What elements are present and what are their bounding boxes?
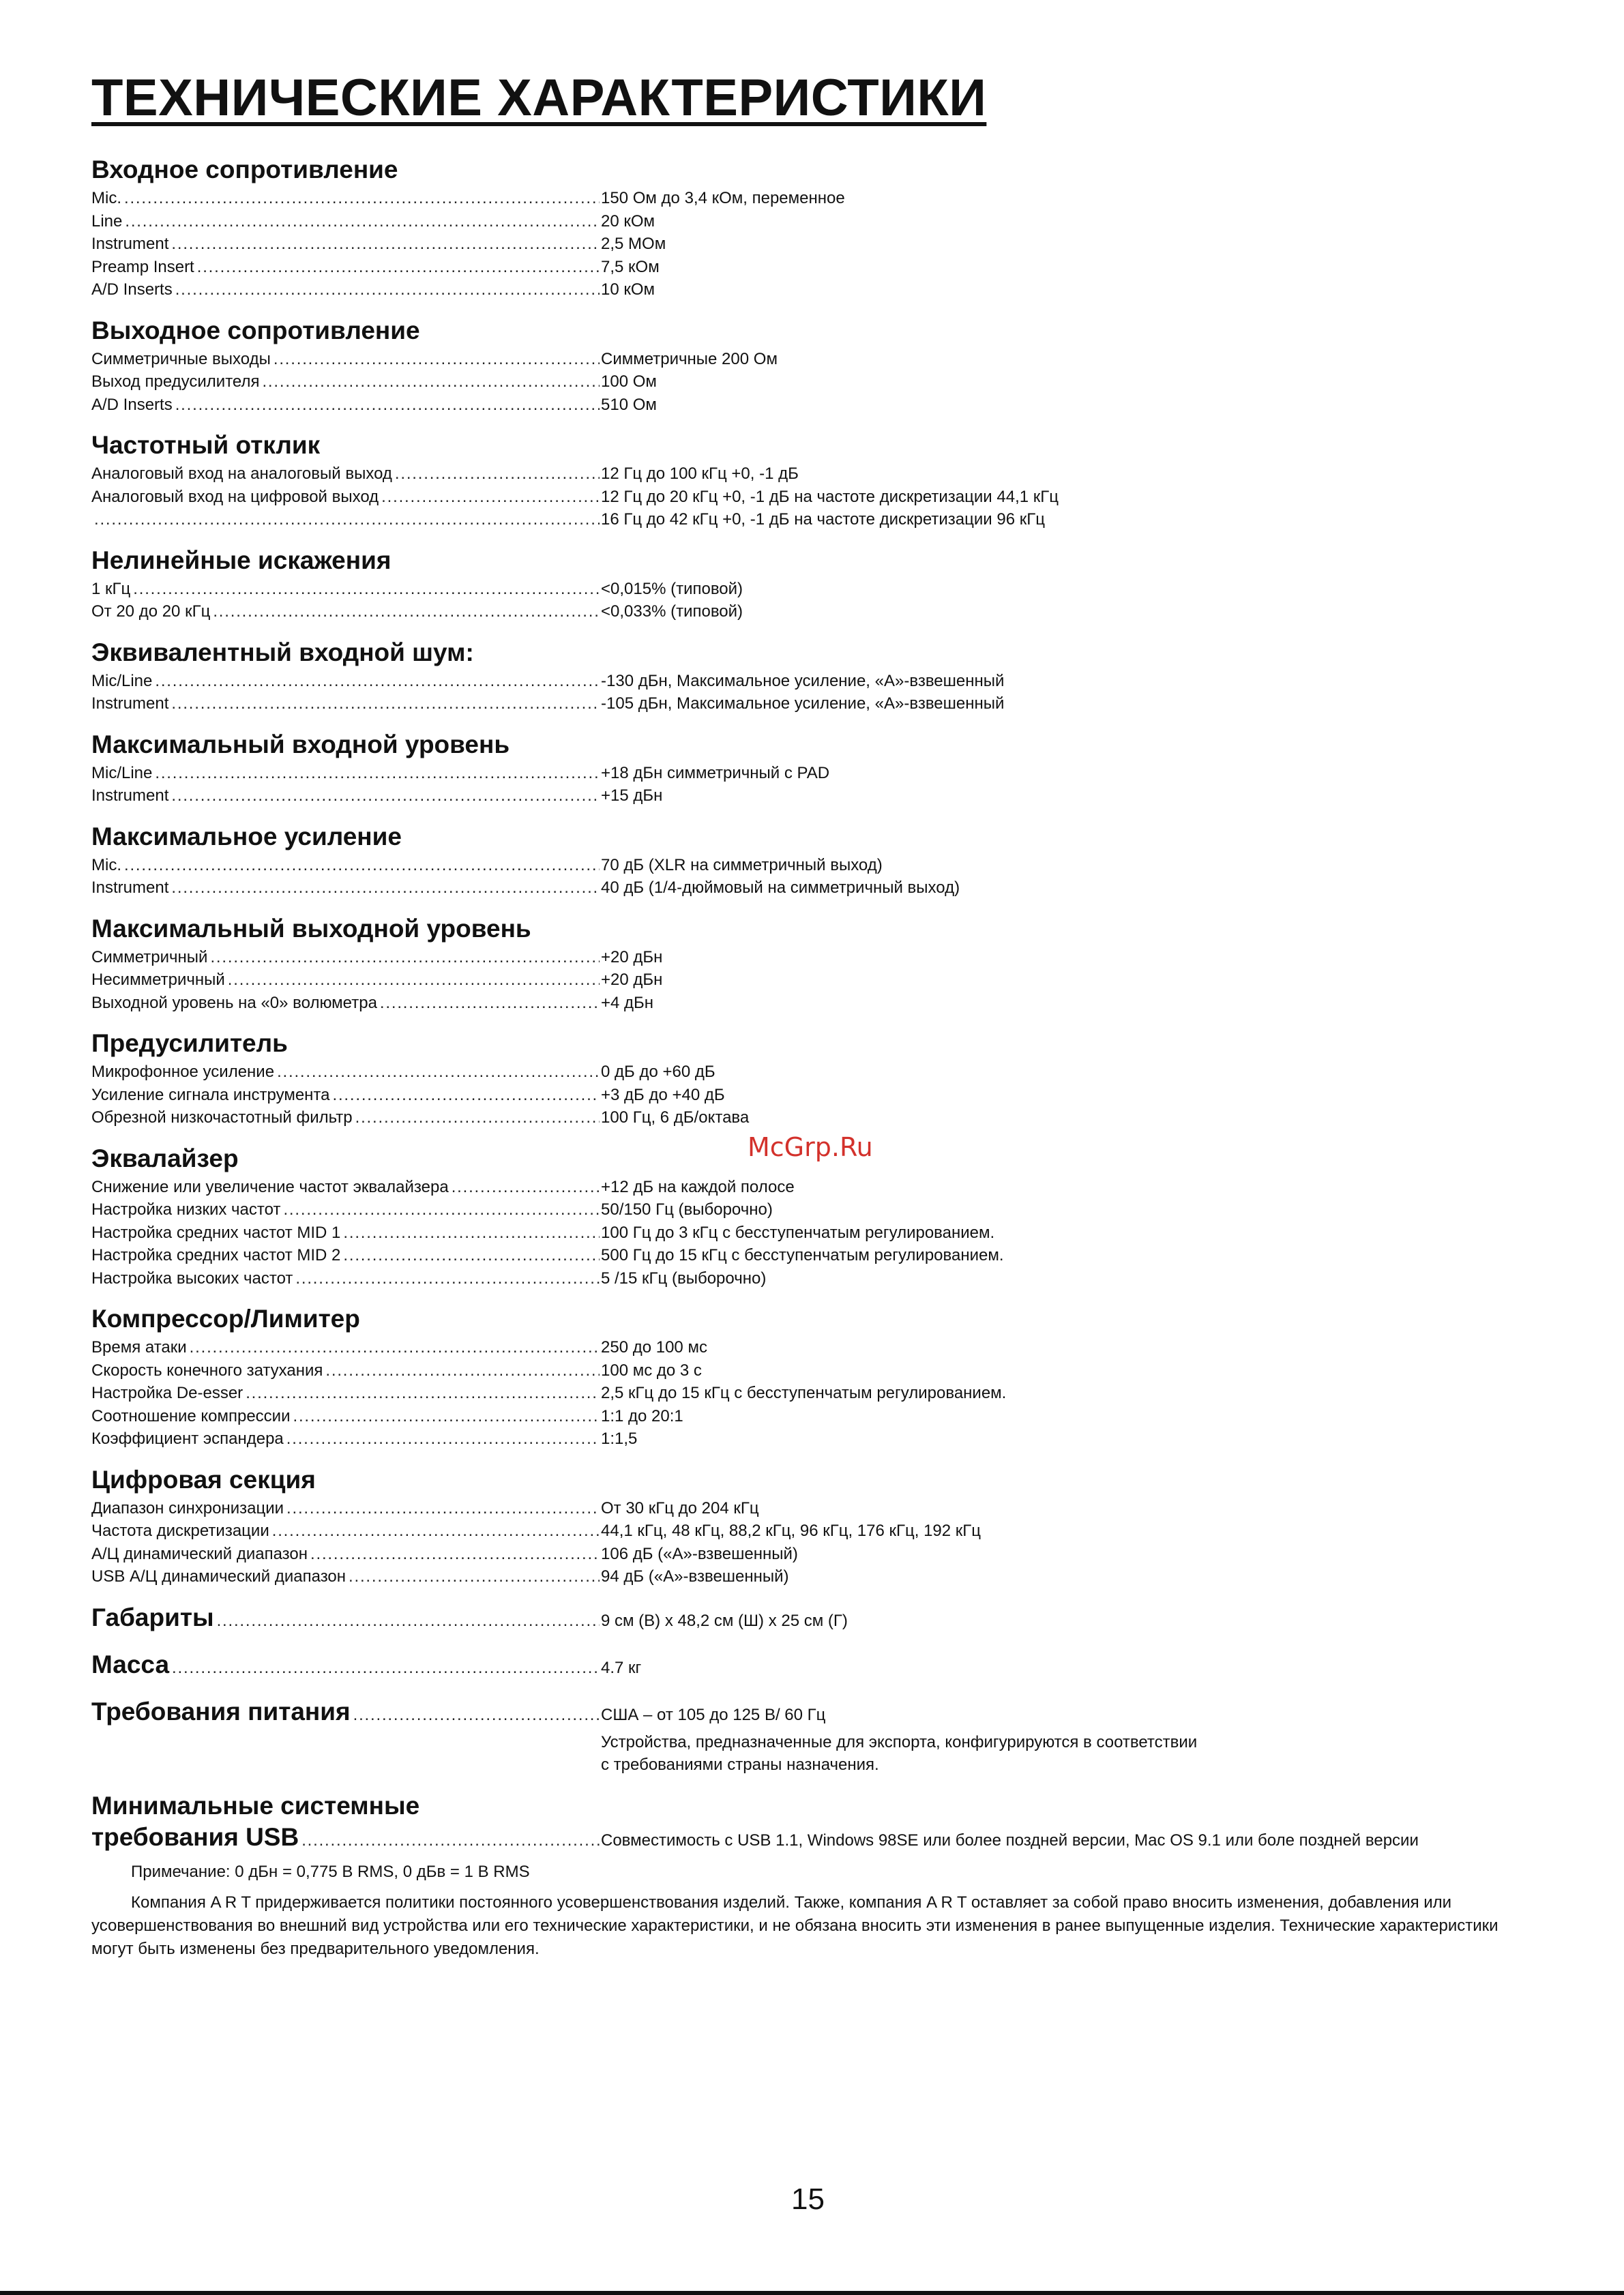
usb-value: Совместимость с USB 1.1, Windows 98SE или более поздней версии, Mac OS 9.1 или боле поздней версии: [601, 1831, 1419, 1850]
spec-row: [91, 1198, 1537, 1221]
mass-row: [91, 1649, 1537, 1684]
section-heading: Максимальное усиление: [91, 822, 402, 850]
spec-value: 100 Гц до 3 кГц с бесступенчатым регулированием.: [601, 1223, 995, 1242]
spec-row: [91, 1520, 1537, 1543]
spec-label: Mic. .....: [91, 187, 600, 210]
spec-row: [91, 1267, 1537, 1290]
section-heading: Максимальный выходной уровень: [91, 914, 531, 943]
spec-label: Instrument .....: [91, 876, 600, 900]
spec-row: [91, 256, 1537, 279]
spec-value: +4 дБн: [601, 993, 654, 1012]
spec-label: Симметричные выходы .....: [91, 348, 600, 371]
spec-label: Mic/Line .....: [91, 670, 600, 693]
spec-value: 510 Ом: [601, 395, 657, 414]
spec-value: -105 дБн, Максимальное усиление, «A»-взвешенный: [601, 694, 1005, 713]
note: Примечание: 0 дБн = 0,775 В RMS, 0 дБв = 1 В RMS: [131, 1862, 530, 1881]
spec-value: 100 Гц, 6 дБ/октава: [601, 1108, 750, 1127]
spec-section: [91, 913, 1537, 1015]
spec-label: A/D Inserts .....: [91, 394, 600, 417]
spec-row: [91, 784, 1537, 808]
spec-value: 5 /15 кГц (выборочно): [601, 1269, 767, 1288]
spec-label: Соотношение компрессии .....: [91, 1405, 600, 1428]
spec-label: Preamp Insert .....: [91, 256, 600, 279]
page-number: 15: [791, 2182, 825, 2216]
spec-value: 500 Гц до 15 кГц с бесступенчатым регулированием.: [601, 1246, 1004, 1264]
section-heading: Предусилитель: [91, 1029, 288, 1057]
disclaimer-paragraph: Компания A R T придерживается политики постоянного усовершенствования изделий. Также, компания A R T оставляет за собой право вносить изменения, добавления или усовершенствования во внешний вид устройства или его технические характеристики, и не обязана вносить эти изменения в ранее выпущенные изделия. Технические характеристики могут быть изменены без предварительного уведомления.: [91, 1893, 1498, 1958]
spec-row: [91, 233, 1537, 256]
spec-value: 40 дБ (1/4-дюймовый на симметричный выход): [601, 878, 960, 897]
power-extra-1: Устройства, предназначенные для экспорта, конфигурируются в соответствии: [601, 1732, 1198, 1751]
spec-value: +12 дБ на каждой полосе: [601, 1177, 795, 1196]
spec-value: 70 дБ (XLR на симметричный выход): [601, 855, 883, 874]
spec-value: 250 до 100 мс: [601, 1338, 707, 1357]
spec-label: Коэффициент эспандера .....: [91, 1427, 600, 1451]
spec-value: +3 дБ до +40 дБ: [601, 1085, 725, 1104]
spec-value: 100 мс до 3 с: [601, 1361, 702, 1380]
spec-label: Частота дискретизации .....: [91, 1520, 600, 1543]
spec-section: [91, 545, 1537, 623]
spec-row: [91, 508, 1537, 531]
spec-row: [91, 348, 1537, 371]
spec-row: [91, 1084, 1537, 1107]
spec-value: 7,5 кОм: [601, 257, 660, 276]
spec-row: [91, 210, 1537, 233]
section-heading: Цифровая секция: [91, 1465, 316, 1494]
spec-row: [91, 854, 1537, 877]
spec-label: Снижение или увеличение частот эквалайзера .....: [91, 1176, 600, 1199]
spec-row: [91, 1176, 1537, 1199]
section-heading: Частотный отклик: [91, 431, 321, 459]
spec-value: +15 дБн: [601, 786, 663, 805]
spec-row: [91, 462, 1537, 486]
spec-row: [91, 1336, 1537, 1359]
spec-value: 10 кОм: [601, 280, 655, 299]
spec-row: [91, 1061, 1537, 1084]
section-heading: Входное сопротивление: [91, 156, 398, 183]
spec-section: [91, 1464, 1537, 1588]
spec-section: [91, 729, 1537, 808]
spec-label: Несимметричный .....: [91, 968, 600, 992]
spec-row: [91, 278, 1537, 301]
spec-content: [91, 154, 1537, 1961]
spec-label: Выходной уровень на «0» волюметра .....: [91, 992, 600, 1015]
spec-value: <0,015% (типовой): [601, 579, 743, 598]
spec-value: +20 дБн: [601, 971, 663, 989]
spec-label: Усиление сигнала инструмента .....: [91, 1084, 600, 1107]
spec-row: [91, 992, 1537, 1015]
spec-label: 1 кГц .....: [91, 578, 600, 601]
spec-label: А/Ц динамический диапазон .....: [91, 1543, 600, 1566]
section-heading: Компрессор/Лимитер: [91, 1305, 360, 1333]
spec-label: USB А/Ц динамический диапазон .....: [91, 1565, 600, 1588]
spec-label: Время атаки .....: [91, 1336, 600, 1359]
spec-section: [91, 1143, 1537, 1290]
power-row: [91, 1696, 1537, 1731]
spec-value: +18 дБн симметричный с PAD: [601, 763, 830, 782]
spec-row: [91, 1405, 1537, 1428]
spec-value: 150 Ом до 3,4 кОм, переменное: [601, 189, 845, 207]
watermark: McGrp.Ru: [748, 1132, 873, 1162]
spec-value: -130 дБн, Максимальное усиление, «A»-взвешенный: [601, 671, 1005, 690]
power-label: Требования питания .....: [91, 1696, 600, 1731]
section-heading: Нелинейные искажения: [91, 546, 392, 574]
usb-heading: Минимальные системные: [91, 1791, 420, 1820]
spec-label: Обрезной низкочастотный фильтр .....: [91, 1106, 600, 1129]
spec-label: Mic. .....: [91, 854, 600, 877]
spec-label: Диапазон синхронизации .....: [91, 1497, 600, 1520]
spec-row: [91, 187, 1537, 210]
spec-row: [91, 968, 1537, 992]
spec-row: [91, 1359, 1537, 1382]
spec-label: Аналоговый вход на цифровой выход .....: [91, 486, 600, 509]
spec-label: Скорость конечного затухания .....: [91, 1359, 600, 1382]
spec-label: Mic/Line .....: [91, 762, 600, 785]
spec-row: [91, 578, 1537, 601]
spec-label: Симметричный .....: [91, 946, 600, 969]
spec-label: A/D Inserts .....: [91, 278, 600, 301]
spec-label: Настройка низких частот .....: [91, 1198, 600, 1221]
spec-row: [91, 1543, 1537, 1566]
spec-section: [91, 1028, 1537, 1129]
spec-row: [91, 876, 1537, 900]
spec-row: [91, 486, 1537, 509]
spec-label: Микрофонное усиление .....: [91, 1061, 600, 1084]
usb-row: [91, 1822, 1537, 1856]
spec-value: 2,5 МОм: [601, 235, 666, 253]
spec-label: Настройка средних частот MID 1 .....: [91, 1221, 600, 1245]
spec-label: Настройка высоких частот .....: [91, 1267, 600, 1290]
spec-section: [91, 637, 1537, 715]
spec-value: 1:1 до 20:1: [601, 1406, 683, 1425]
spec-value: 16 Гц до 42 кГц +0, -1 дБ на частоте дискретизации 96 кГц: [601, 510, 1045, 529]
spec-label: Настройка De-esser .....: [91, 1382, 600, 1405]
spec-row: [91, 1221, 1537, 1245]
spec-row: [91, 946, 1537, 969]
spec-value: 0 дБ до +60 дБ: [601, 1063, 715, 1081]
spec-section: [91, 821, 1537, 900]
spec-row: [91, 1382, 1537, 1405]
power-value: США – от 105 до 125 В/ 60 Гц: [601, 1705, 826, 1724]
spec-row: [91, 1427, 1537, 1451]
spec-section: [91, 315, 1537, 417]
spec-label: Выход предусилителя .....: [91, 370, 600, 394]
usb-label: требования USB .....: [91, 1822, 600, 1856]
section-heading: Максимальный входной уровень: [91, 730, 510, 758]
dimensions-row: [91, 1602, 1537, 1637]
spec-label: От 20 до 20 кГц .....: [91, 600, 600, 623]
spec-row: [91, 692, 1537, 715]
spec-value: 50/150 Гц (выборочно): [601, 1200, 773, 1219]
spec-value: От 30 кГц до 204 кГц: [601, 1498, 759, 1517]
section-heading: Выходное сопротивление: [91, 316, 420, 344]
spec-label: [91, 508, 600, 531]
spec-section: [91, 430, 1537, 531]
power-extra-2: с требованиями страны назначения.: [601, 1756, 879, 1774]
spec-value: 20 кОм: [601, 211, 655, 231]
mass-label: Масса .....: [91, 1649, 600, 1684]
spec-label: Instrument .....: [91, 784, 600, 808]
spec-row: [91, 1106, 1537, 1129]
spec-row: [91, 394, 1537, 417]
spec-row: [91, 600, 1537, 623]
dimensions-value: 9 см (В) х 48,2 см (Ш) х 25 см (Г): [601, 1611, 848, 1630]
spec-row: [91, 370, 1537, 394]
spec-value: <0,033% (типовой): [601, 602, 743, 621]
spec-section: [91, 154, 1537, 301]
dimensions-label: Габариты .....: [91, 1602, 600, 1637]
spec-label: Instrument .....: [91, 233, 600, 256]
spec-value: 12 Гц до 20 кГц +0, -1 дБ на частоте дискретизации 44,1 кГц: [601, 487, 1059, 506]
spec-value: 2,5 кГц до 15 кГц с бесступенчатым регулированием.: [601, 1384, 1007, 1402]
spec-sections: [91, 154, 1537, 1588]
spec-value: 100 Ом: [601, 372, 657, 391]
section-heading: Эквивалентный входной шум:: [91, 638, 474, 666]
spec-value: 12 Гц до 100 кГц +0, -1 дБ: [601, 464, 799, 483]
spec-label: Line .....: [91, 210, 600, 233]
spec-value: 106 дБ («A»-взвешенный): [601, 1544, 798, 1563]
page-title: ТЕХНИЧЕСКИЕ ХАРАКТЕРИСТИКИ: [91, 69, 987, 127]
spec-label: Instrument .....: [91, 692, 600, 715]
spec-row: [91, 1497, 1537, 1520]
spec-value: 1:1,5: [601, 1430, 638, 1448]
spec-row: [91, 1244, 1537, 1267]
mass-value: 4.7 кг: [601, 1658, 642, 1677]
spec-row: [91, 670, 1537, 693]
spec-value: 94 дБ («A»-взвешенный): [601, 1567, 789, 1586]
section-heading: Эквалайзер: [91, 1144, 239, 1172]
spec-row: [91, 1565, 1537, 1588]
spec-value: Симметричные 200 Ом: [601, 349, 778, 368]
spec-value: 44,1 кГц, 48 кГц, 88,2 кГц, 96 кГц, 176 кГц, 192 кГц: [601, 1522, 981, 1540]
spec-row: [91, 762, 1537, 785]
spec-label: Аналоговый вход на аналоговый выход .....: [91, 462, 600, 486]
spec-section: [91, 1303, 1537, 1451]
bottom-border: [0, 2291, 1624, 2295]
spec-label: Настройка средних частот MID 2 .....: [91, 1244, 600, 1267]
spec-value: +20 дБн: [601, 947, 663, 966]
